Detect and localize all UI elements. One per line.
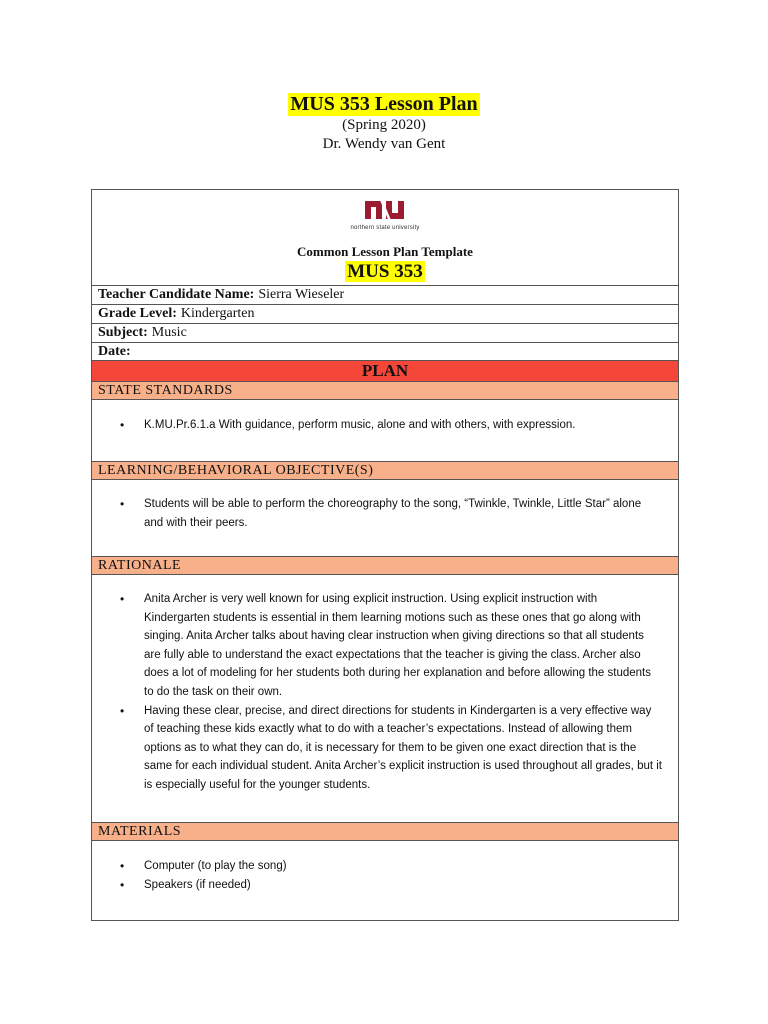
course-label bbox=[92, 261, 678, 283]
list-item: • K.MU.Pr.6.1.a With guidance, perform music, alone and with others, with expression. bbox=[144, 416, 662, 435]
term-label: (Spring 2020) bbox=[342, 117, 426, 133]
course-code: MUS 353 bbox=[347, 261, 423, 282]
objectives-body bbox=[92, 495, 678, 532]
materials-heading: MATERIALS bbox=[92, 822, 678, 841]
template-label: Common Lesson Plan Template bbox=[297, 244, 473, 259]
candidate-value: Sierra Wieseler bbox=[258, 287, 345, 302]
logo-text: northern state university bbox=[350, 225, 420, 231]
standards-body bbox=[92, 416, 678, 435]
subject-row bbox=[92, 323, 678, 342]
subject-label: Subject: bbox=[98, 325, 148, 340]
logo-area bbox=[92, 190, 678, 285]
document-header bbox=[0, 93, 768, 154]
list-item: • Anita Archer is very well known for using explicit instruction. Using explicit instruction with Kindergarten students is essential in them learning motions such as these ones that go along with singing. Anita Archer talks about having clear instruction when giving directions so that all students are fully able to understand the exact expectations that the teacher is giving the class. Archer also does a lot of modeling for her students both during her explanation and before allowing the students to do the task on their own. bbox=[144, 590, 662, 702]
date-label: Date: bbox=[98, 344, 131, 359]
grade-label: Grade Level: bbox=[98, 306, 177, 321]
university-logo-icon bbox=[363, 197, 407, 221]
materials-body bbox=[92, 857, 678, 894]
rationale-heading: RATIONALE bbox=[92, 556, 678, 575]
list-item: • Computer (to play the song) bbox=[144, 857, 662, 876]
list-item: • Speakers (if needed) bbox=[144, 876, 662, 895]
candidate-label: Teacher Candidate Name: bbox=[98, 287, 255, 302]
grade-value: Kindergarten bbox=[180, 306, 255, 321]
grade-row bbox=[92, 304, 678, 323]
plan-heading: PLAN bbox=[92, 360, 678, 382]
list-item: • Having these clear, precise, and direct directions for students in Kindergarten is a very effective way of teaching these kids exactly what to do with a teacher’s expectations. Instead of allowing them options as to what they can do, it is necessary for them to be given one exact direction that is the same for each individual student. Anita Archer’s explicit instruction is used throughout all grades, but it is especially useful for the younger students. bbox=[144, 702, 662, 795]
instructor-label: Dr. Wendy van Gent bbox=[322, 136, 446, 152]
objectives-heading: LEARNING/BEHAVIORAL OBJECTIVE(S) bbox=[92, 461, 678, 480]
rationale-body bbox=[92, 590, 678, 795]
date-row bbox=[92, 342, 678, 361]
document-title: MUS 353 Lesson Plan bbox=[290, 93, 478, 115]
subject-value: Music bbox=[151, 325, 187, 340]
list-item: • Students will be able to perform the choreography to the song, “Twinkle, Twinkle, Little Star” alone and with their peers. bbox=[144, 495, 662, 532]
candidate-row bbox=[92, 285, 678, 304]
lesson-plan-table bbox=[91, 189, 679, 921]
standards-heading: STATE STANDARDS bbox=[92, 381, 678, 400]
